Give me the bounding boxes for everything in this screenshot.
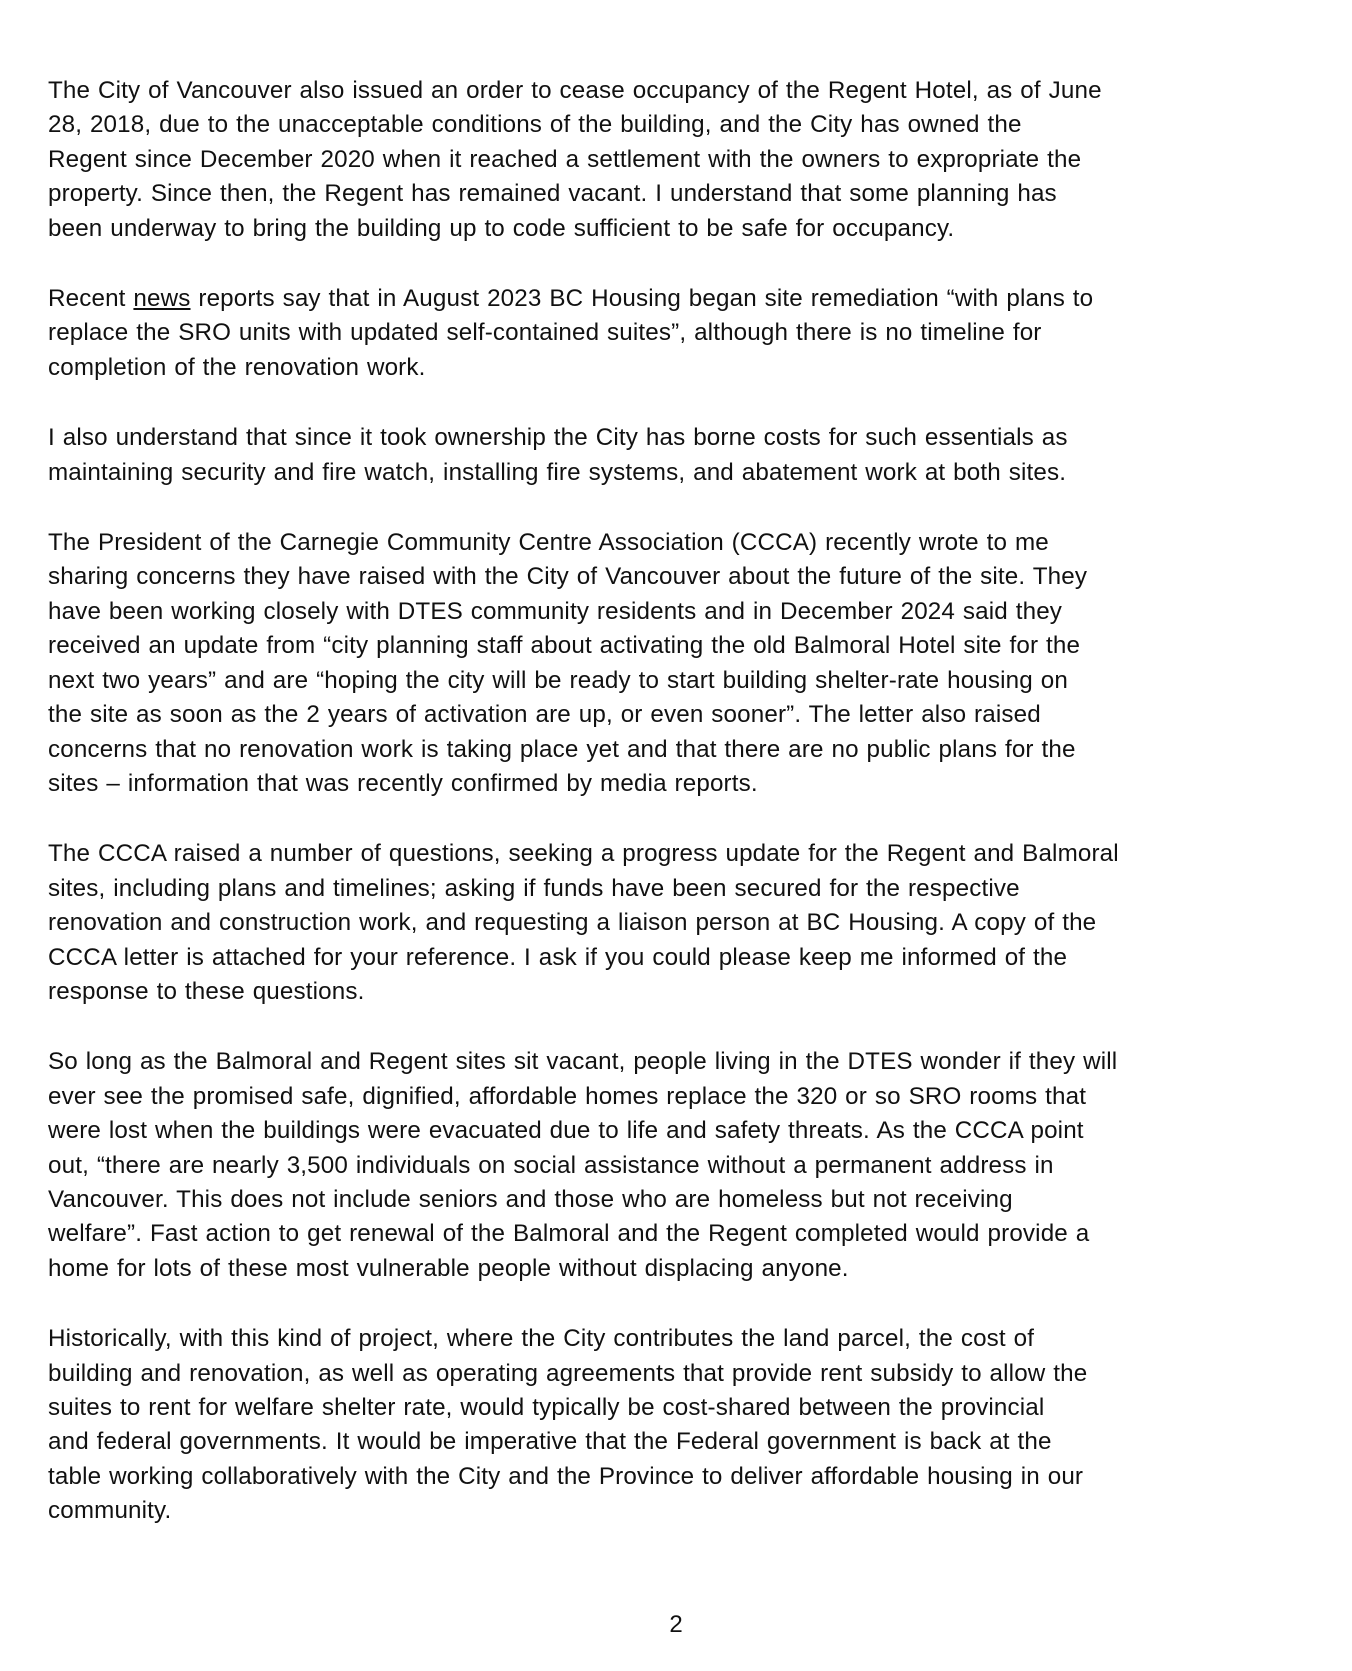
text-line: So long as the Balmoral and Regent sites sit vacant, people living in the DTES wonder if they will xyxy=(48,1048,1118,1076)
text-line: I also understand that since it took ownership the City has borne costs for such essentials as xyxy=(48,424,1068,452)
paragraph-cost-sharing xyxy=(48,1322,1296,1528)
text-line: been underway to bring the building up to code sufficient to be safe for occupancy. xyxy=(48,214,955,242)
text-line xyxy=(48,282,1296,316)
text-line: 28, 2018, due to the unacceptable conditions of the building, and the City has owned the xyxy=(48,111,1022,139)
text-line: table working collaboratively with the City and the Province to deliver affordable housing in our xyxy=(48,1462,1084,1490)
text-fragment: Recent xyxy=(48,285,134,313)
text-line: Vancouver. This does not include seniors and those who are homeless but not receiving xyxy=(48,1185,1013,1213)
text-line: sites – information that was recently confirmed by media reports. xyxy=(48,769,758,797)
text-line: and federal governments. It would be imperative that the Federal government is back at the xyxy=(48,1428,1052,1456)
letter-body xyxy=(48,74,1296,1565)
text-line: have been working closely with DTES community residents and in December 2024 said they xyxy=(48,597,1063,625)
text-line: community. xyxy=(48,1497,172,1525)
text-line: building and renovation, as well as operating agreements that provide rent subsidy to allow the xyxy=(48,1359,1088,1387)
text-line: ever see the promised safe, dignified, affordable homes replace the 320 or so SRO rooms that xyxy=(48,1082,1087,1110)
text-line: welfare”. Fast action to get renewal of the Balmoral and the Regent completed would provide a xyxy=(48,1220,1090,1248)
text-line: out, “there are nearly 3,500 individuals on social assistance without a permanent address in xyxy=(48,1151,1054,1179)
text-fragment: reports say that in August 2023 BC Housing began site remediation “with plans to xyxy=(190,285,1094,313)
text-line: were lost when the buildings were evacuated due to life and safety threats. As the CCCA point xyxy=(48,1117,1084,1145)
text-line: maintaining security and fire watch, installing fire systems, and abatement work at both sites. xyxy=(48,458,1067,486)
text-line: sharing concerns they have raised with the City of Vancouver about the future of the site. They xyxy=(48,563,1088,591)
text-line: received an update from “city planning staff about activating the old Balmoral Hotel site for the xyxy=(48,632,1081,660)
news-link[interactable]: news xyxy=(133,285,191,313)
text-line: property. Since then, the Regent has remained vacant. I understand that some planning has xyxy=(48,180,1057,208)
text-line: concerns that no renovation work is taking place yet and that there are no public plans for the xyxy=(48,735,1076,763)
text-line: The City of Vancouver also issued an order to cease occupancy of the Regent Hotel, as of June xyxy=(48,77,1102,104)
text-line: next two years” and are “hoping the city will be ready to start building shelter-rate housing on xyxy=(48,666,1068,694)
paragraph-news-reports xyxy=(48,282,1296,385)
text-line: Regent since December 2020 when it reached a settlement with the owners to expropriate the xyxy=(48,145,1082,173)
text-line: The President of the Carnegie Community Centre Association (CCCA) recently wrote to me xyxy=(48,529,1049,557)
text-line: renovation and construction work, and requesting a liaison person at BC Housing. A copy of the xyxy=(48,909,1097,937)
text-line: replace the SRO units with updated self-contained suites”, although there is no timeline for xyxy=(48,319,1042,347)
paragraph-ccca-concerns xyxy=(48,526,1296,801)
page-number: 2 xyxy=(669,1611,683,1638)
text-line: response to these questions. xyxy=(48,977,365,1005)
paragraph-city-costs xyxy=(48,421,1296,490)
text-line: Historically, with this kind of project, where the City contributes the land parcel, the cost of xyxy=(48,1325,1035,1353)
text-line: the site as soon as the 2 years of activation are up, or even sooner”. The letter also raised xyxy=(48,701,1041,729)
text-line: completion of the renovation work. xyxy=(48,353,426,381)
text-line: suites to rent for welfare shelter rate, would typically be cost-shared between the provincial xyxy=(48,1394,1045,1421)
paragraph-vacant-sites xyxy=(48,1045,1296,1286)
text-line: home for lots of these most vulnerable people without displacing anyone. xyxy=(48,1254,849,1282)
paragraph-regent-hotel xyxy=(48,74,1296,246)
text-line: CCCA letter is attached for your reference. I ask if you could please keep me informed of the xyxy=(48,943,1068,971)
text-line: sites, including plans and timelines; asking if funds have been secured for the respective xyxy=(48,874,1020,902)
paragraph-ccca-questions xyxy=(48,837,1296,1009)
text-line: The CCCA raised a number of questions, seeking a progress update for the Regent and Balmoral xyxy=(48,840,1119,868)
